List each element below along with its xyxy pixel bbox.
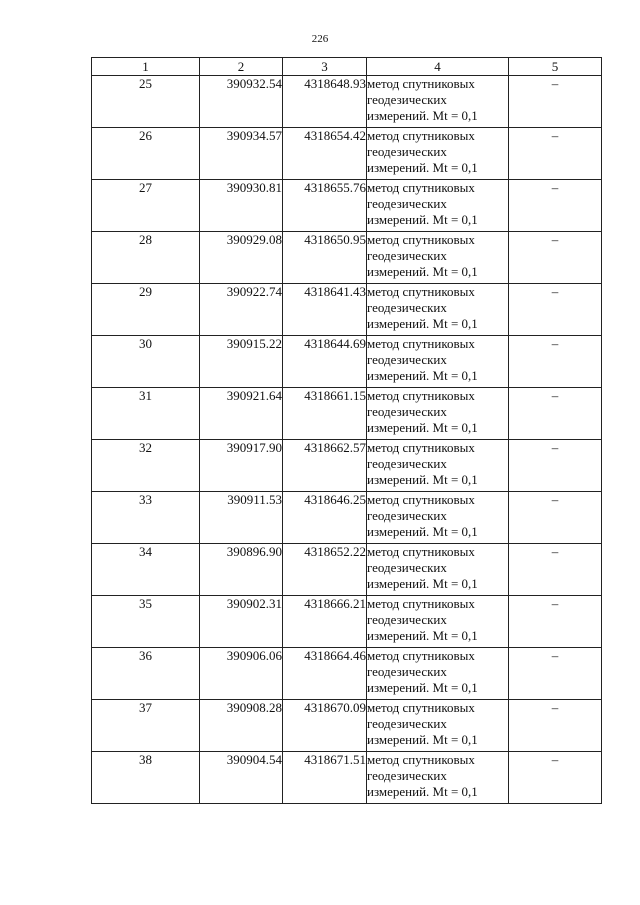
table-row — [92, 752, 602, 804]
note-cell: – — [509, 336, 602, 388]
point-number-cell: 34 — [92, 544, 200, 596]
point-number-cell: 25 — [92, 76, 200, 128]
point-number-cell: 27 — [92, 180, 200, 232]
table-row — [92, 284, 602, 336]
x-coordinate-cell: 390911.53 — [200, 492, 283, 544]
point-number-cell: 29 — [92, 284, 200, 336]
x-coordinate-cell: 390915.22 — [200, 336, 283, 388]
y-coordinate-cell: 4318655.76 — [283, 180, 367, 232]
method-cell: метод спутниковых геодезических измерений. Mt = 0,1 — [367, 700, 509, 752]
table-row — [92, 440, 602, 492]
y-coordinate-cell: 4318662.57 — [283, 440, 367, 492]
point-number-cell: 37 — [92, 700, 200, 752]
y-coordinate-cell: 4318641.43 — [283, 284, 367, 336]
table-row — [92, 700, 602, 752]
table-row — [92, 492, 602, 544]
y-coordinate-cell: 4318664.46 — [283, 648, 367, 700]
note-cell: – — [509, 180, 602, 232]
page-number: 226 — [311, 33, 329, 45]
note-cell: – — [509, 752, 602, 804]
point-number-cell: 32 — [92, 440, 200, 492]
table-header-row — [92, 58, 602, 76]
table-row — [92, 128, 602, 180]
note-cell: – — [509, 284, 602, 336]
method-cell: метод спутниковых геодезических измерений. Mt = 0,1 — [367, 284, 509, 336]
y-coordinate-cell: 4318666.21 — [283, 596, 367, 648]
note-cell: – — [509, 232, 602, 284]
coordinates-table — [91, 57, 602, 804]
column-header: 3 — [283, 58, 367, 76]
note-cell: – — [509, 544, 602, 596]
x-coordinate-cell: 390930.81 — [200, 180, 283, 232]
method-cell: метод спутниковых геодезических измерений. Mt = 0,1 — [367, 232, 509, 284]
method-cell: метод спутниковых геодезических измерений. Mt = 0,1 — [367, 648, 509, 700]
x-coordinate-cell: 390922.74 — [200, 284, 283, 336]
table-row — [92, 180, 602, 232]
table-row — [92, 544, 602, 596]
column-header: 5 — [509, 58, 602, 76]
note-cell: – — [509, 76, 602, 128]
note-cell: – — [509, 492, 602, 544]
y-coordinate-cell: 4318670.09 — [283, 700, 367, 752]
table-body — [92, 76, 602, 804]
x-coordinate-cell: 390932.54 — [200, 76, 283, 128]
point-number-cell: 26 — [92, 128, 200, 180]
method-cell: метод спутниковых геодезических измерений. Mt = 0,1 — [367, 544, 509, 596]
x-coordinate-cell: 390896.90 — [200, 544, 283, 596]
method-cell: метод спутниковых геодезических измерений. Mt = 0,1 — [367, 180, 509, 232]
column-header: 4 — [367, 58, 509, 76]
point-number-cell: 30 — [92, 336, 200, 388]
method-cell: метод спутниковых геодезических измерений. Mt = 0,1 — [367, 752, 509, 804]
y-coordinate-cell: 4318644.69 — [283, 336, 367, 388]
column-header: 2 — [200, 58, 283, 76]
x-coordinate-cell: 390921.64 — [200, 388, 283, 440]
y-coordinate-cell: 4318652.22 — [283, 544, 367, 596]
y-coordinate-cell: 4318648.93 — [283, 76, 367, 128]
method-cell: метод спутниковых геодезических измерений. Mt = 0,1 — [367, 388, 509, 440]
table-row — [92, 648, 602, 700]
x-coordinate-cell: 390908.28 — [200, 700, 283, 752]
y-coordinate-cell: 4318661.15 — [283, 388, 367, 440]
method-cell: метод спутниковых геодезических измерений. Mt = 0,1 — [367, 492, 509, 544]
x-coordinate-cell: 390917.90 — [200, 440, 283, 492]
x-coordinate-cell: 390906.06 — [200, 648, 283, 700]
method-cell: метод спутниковых геодезических измерений. Mt = 0,1 — [367, 596, 509, 648]
y-coordinate-cell: 4318646.25 — [283, 492, 367, 544]
table-row — [92, 336, 602, 388]
point-number-cell: 35 — [92, 596, 200, 648]
y-coordinate-cell: 4318654.42 — [283, 128, 367, 180]
method-cell: метод спутниковых геодезических измерений. Mt = 0,1 — [367, 336, 509, 388]
x-coordinate-cell: 390902.31 — [200, 596, 283, 648]
table-row — [92, 388, 602, 440]
note-cell: – — [509, 128, 602, 180]
method-cell: метод спутниковых геодезических измерений. Mt = 0,1 — [367, 440, 509, 492]
point-number-cell: 28 — [92, 232, 200, 284]
table-row — [92, 232, 602, 284]
y-coordinate-cell: 4318671.51 — [283, 752, 367, 804]
method-cell: метод спутниковых геодезических измерений. Mt = 0,1 — [367, 76, 509, 128]
point-number-cell: 38 — [92, 752, 200, 804]
point-number-cell: 31 — [92, 388, 200, 440]
x-coordinate-cell: 390934.57 — [200, 128, 283, 180]
note-cell: – — [509, 388, 602, 440]
note-cell: – — [509, 700, 602, 752]
point-number-cell: 36 — [92, 648, 200, 700]
point-number-cell: 33 — [92, 492, 200, 544]
method-cell: метод спутниковых геодезических измерений. Mt = 0,1 — [367, 128, 509, 180]
note-cell: – — [509, 648, 602, 700]
table-row — [92, 76, 602, 128]
y-coordinate-cell: 4318650.95 — [283, 232, 367, 284]
note-cell: – — [509, 596, 602, 648]
x-coordinate-cell: 390929.08 — [200, 232, 283, 284]
note-cell: – — [509, 440, 602, 492]
x-coordinate-cell: 390904.54 — [200, 752, 283, 804]
table-row — [92, 596, 602, 648]
column-header: 1 — [92, 58, 200, 76]
